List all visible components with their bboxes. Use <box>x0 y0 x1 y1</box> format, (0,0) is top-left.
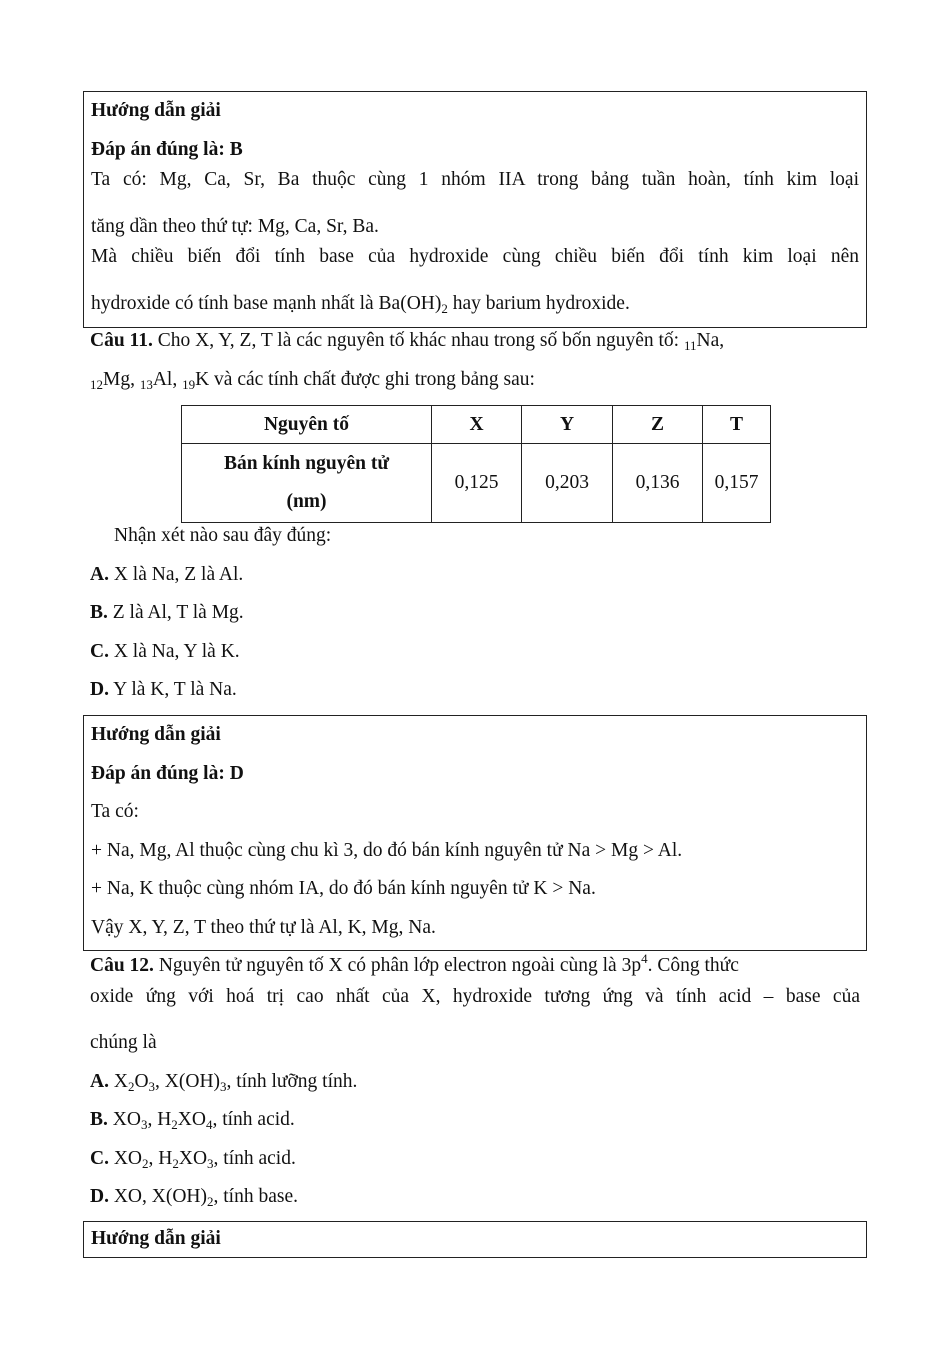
option-c: C. X là Na, Y là K. <box>90 640 240 662</box>
question-prompt: Nhận xét nào sau đây đúng: <box>114 525 332 546</box>
atomic-radius-table <box>181 405 771 523</box>
question-label: Câu 11. <box>90 330 153 351</box>
table-header-row <box>182 406 771 444</box>
table-header-cell: Z <box>613 406 703 444</box>
table-row <box>182 444 771 523</box>
solution-heading: Hướng dẫn giải <box>91 724 221 745</box>
answer-line: Đáp án đúng là: B <box>91 138 243 160</box>
question-11-options <box>90 517 860 710</box>
table-cell: 0,203 <box>522 444 613 523</box>
solution-box-q12 <box>83 1221 867 1258</box>
question-12 <box>90 947 860 1217</box>
option-b: B. $XO_3$, $H_2XO_4$, tính acid. <box>90 1109 295 1132</box>
solution-heading: Hướng dẫn giải <box>91 1228 221 1249</box>
question-stem: $_{12}$Mg, $_{13}$Al, $_{19}$K và các tính chất được ghi trong bảng sau: <box>90 368 535 392</box>
table-cell: 0,125 <box>432 444 522 523</box>
explanation-line: Mà chiều biến đổi tính base của hydroxide cùng chiều biến đổi tính kim loại nên <box>91 246 859 267</box>
explanation-line: Ta có: Mg, Ca, Sr, Ba thuộc cùng 1 nhóm IIA trong bảng tuần hoàn, tính kim loại <box>91 169 859 190</box>
table-header-cell: X <box>432 406 522 444</box>
table-header-cell: Nguyên tố <box>182 406 432 444</box>
table-cell: 0,157 <box>703 444 771 523</box>
table-header-cell: Y <box>522 406 613 444</box>
question-stem: Câu 11. Cho X, Y, Z, T là các nguyên tố khác nhau trong số bốn nguyên tố: $_{11}$Na, <box>90 330 725 353</box>
option-a: A. X là Na, Z là Al. <box>90 563 244 585</box>
question-stem: chúng là <box>90 1032 157 1053</box>
question-stem: oxide ứng với hoá trị cao nhất của X, hydroxide tương ứng và tính acid – base của <box>90 985 860 1007</box>
option-d: D. XO, $X(OH)_2$, tính base. <box>90 1186 298 1209</box>
explanation-line: Vậy X, Y, Z, T theo thứ tự là Al, K, Mg, Na. <box>91 916 436 938</box>
table-header-cell: T <box>703 406 771 444</box>
option-c: C. $XO_2$, $H_2XO_3$, tính acid. <box>90 1147 296 1171</box>
option-d: D. Y là K, T là Na. <box>90 679 237 700</box>
option-a: A. $X_2O_3$, $X(OH)_3$, tính lưỡng tính. <box>90 1070 358 1094</box>
explanation-line: hydroxide có tính base mạnh nhất là $Ba(OH)_2$ hay barium hydroxide. <box>91 292 630 316</box>
explanation-line: Ta có: <box>91 801 139 822</box>
table-cell: 0,136 <box>613 444 703 523</box>
explanation-line: + Na, Mg, Al thuộc cùng chu kì 3, do đó bán kính nguyên tử Na > Mg > Al. <box>91 839 683 861</box>
question-label: Câu 12. <box>90 955 154 976</box>
option-b: B. Z là Al, T là Mg. <box>90 602 244 623</box>
solution-heading: Hướng dẫn giải <box>91 100 221 121</box>
explanation-line: + Na, K thuộc cùng nhóm IA, do đó bán kính nguyên tử K > Na. <box>91 878 596 899</box>
answer-line: Đáp án đúng là: D <box>91 762 244 784</box>
solution-box-q11 <box>83 715 867 951</box>
question-stem: Câu 12. Nguyên tử nguyên tố X có phân lớp electron ngoài cùng là $3p^4$. Công thức <box>90 951 739 976</box>
solution-box-q10 <box>83 91 867 328</box>
question-11 <box>90 322 860 399</box>
explanation-line: tăng dần theo thứ tự: Mg, Ca, Sr, Ba. <box>91 215 379 237</box>
table-row-label: Bán kính nguyên tử (nm) <box>182 444 432 523</box>
